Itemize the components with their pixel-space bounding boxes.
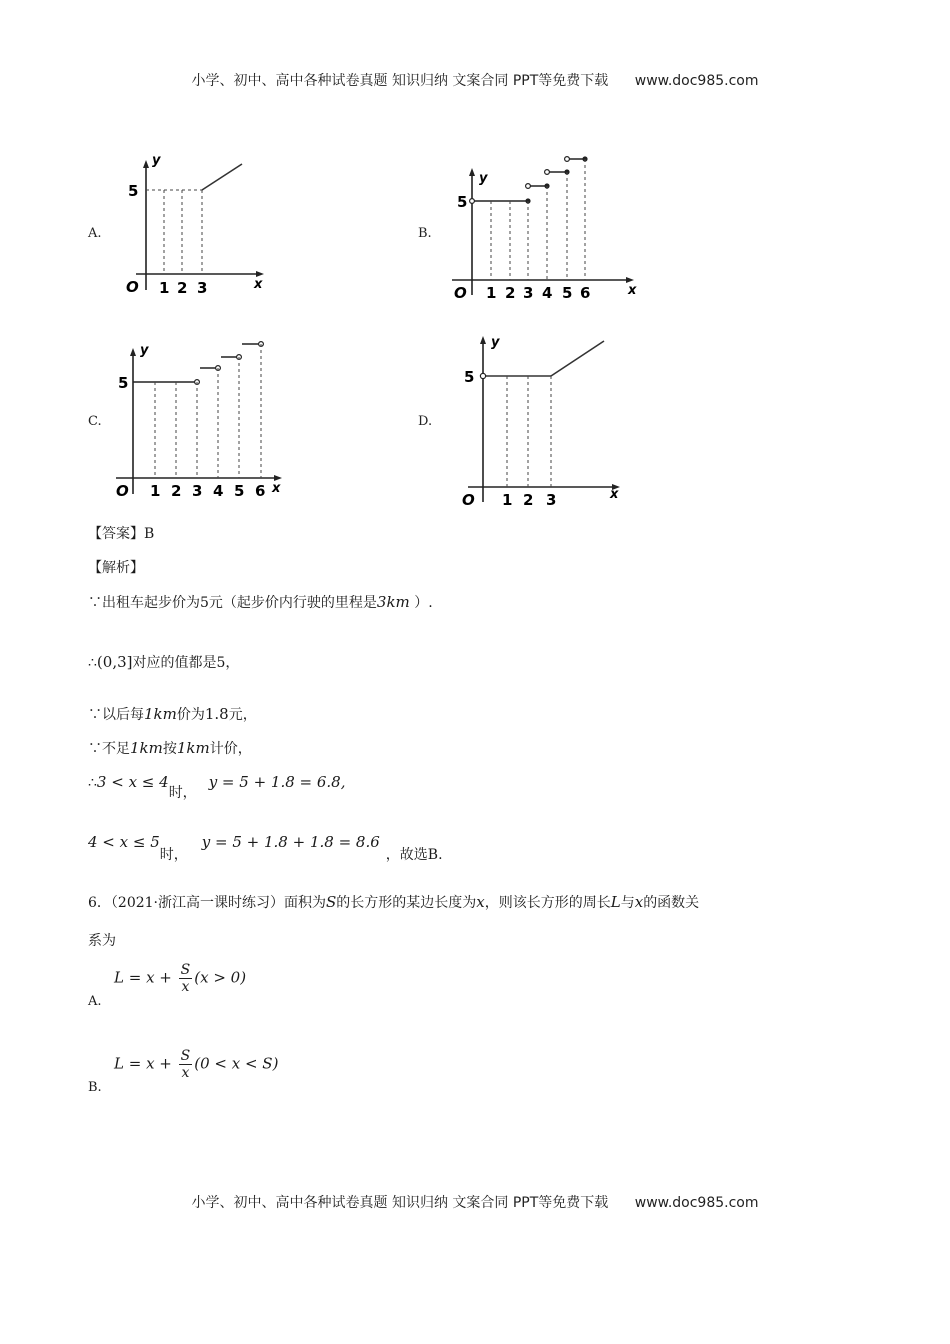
graph-c-x-label: x xyxy=(272,481,281,496)
q6-option-a-numerator: S xyxy=(180,962,191,978)
analysis-line-2-text-b: 对应的值都是5， xyxy=(132,655,240,671)
option-a-label: A. xyxy=(88,226,102,241)
q6-math-x2: x xyxy=(634,893,644,911)
option-b-label: B. xyxy=(418,226,432,241)
analysis-line-3-math-2: 1.8 xyxy=(204,705,229,723)
graph-b-open-0 xyxy=(470,199,475,204)
analysis-line-4 xyxy=(88,738,252,758)
q6-option-b-label: B. xyxy=(88,1080,102,1095)
graph-b-origin: O xyxy=(454,284,467,302)
graph-d-x-tick-1: 1 xyxy=(502,491,513,509)
graph-b-y-tick-5: 5 xyxy=(457,193,468,211)
page-header xyxy=(0,70,950,90)
analysis-line-4-text-a: ∵不足 xyxy=(88,741,130,757)
analysis-line-2-text-a: ∴ xyxy=(88,655,97,671)
graph-c-x-tick-6: 6 xyxy=(255,482,266,500)
analysis-line-1-math: 3km xyxy=(376,593,410,611)
analysis-line-3-text-c: 元， xyxy=(228,707,257,723)
graph-b-y-label: y xyxy=(479,171,488,186)
graph-b-open-3 xyxy=(526,184,531,189)
graph-b-open-5 xyxy=(565,157,570,162)
q6-option-a-left: L = x + xyxy=(114,968,177,987)
graph-d-origin: O xyxy=(462,491,475,509)
graph-d-x-tick-2: 2 xyxy=(523,491,534,509)
analysis-line-3-text-b: 价为 xyxy=(176,707,205,723)
analysis-line-5 xyxy=(88,772,346,801)
analysis-label: 【解析】 xyxy=(88,560,144,576)
analysis-line-3 xyxy=(88,704,257,724)
graph-d-x-label: x xyxy=(610,487,619,502)
graph-a-rising-line xyxy=(202,164,242,190)
graph-a-x-tick-2: 2 xyxy=(177,279,188,297)
graph-c-y-label: y xyxy=(140,343,149,358)
graph-d-open-0 xyxy=(480,373,485,378)
q6-option-b-left: L = x + xyxy=(114,1054,177,1073)
analysis-line-1 xyxy=(88,592,433,612)
footer-text: 小学、初中、高中各种试卷真题 知识归纳 文案合同 PPT等免费下载 xyxy=(191,1195,609,1211)
graph-b-y-arrow xyxy=(469,168,475,176)
graph-b-x-tick-3: 3 xyxy=(523,284,534,302)
graph-c-x-tick-1: 1 xyxy=(150,482,161,500)
graph-b-x-tick-4: 4 xyxy=(542,284,553,302)
analysis-line-6-text-c: ，故选B. xyxy=(385,847,443,863)
graph-d-y-tick-5: 5 xyxy=(464,368,475,386)
analysis-line-6-math-1: 4 < x ≤ 5 xyxy=(88,833,160,851)
graph-c-x-tick-3: 3 xyxy=(192,482,203,500)
graph-a-origin: O xyxy=(126,278,139,296)
question-6-line-1 xyxy=(88,892,699,912)
analysis-line-1-text-a: ∵出租车起步价为5元（起步价内行驶的里程是 xyxy=(88,595,377,611)
graph-b-open-4 xyxy=(545,170,550,175)
graph-a xyxy=(118,150,278,310)
analysis-line-6 xyxy=(88,832,443,863)
q6-option-b-formula xyxy=(114,1048,278,1081)
graph-c-y-tick-5: 5 xyxy=(118,374,129,392)
question-6-line-2: 系为 xyxy=(88,933,116,949)
analysis-line-6-text-b: 时， xyxy=(159,847,188,863)
graph-a-x-label: x xyxy=(254,277,263,292)
analysis-line-4-text-b: 按 xyxy=(162,741,177,757)
q6-text-c: ，则该长方形的周长 xyxy=(484,895,611,911)
q6-option-a-fraction xyxy=(179,962,193,995)
analysis-line-1-text-b: ）. xyxy=(409,595,433,611)
graph-a-y-tick-5: 5 xyxy=(128,182,139,200)
page-footer xyxy=(0,1192,950,1212)
analysis-line-2 xyxy=(88,652,239,672)
analysis-line-3-text-a: ∵以后每 xyxy=(88,707,144,723)
graph-c-x-tick-4: 4 xyxy=(213,482,224,500)
graph-a-x-tick-3: 3 xyxy=(197,279,208,297)
graph-d-rising-line xyxy=(551,341,604,376)
q6-text-a: 6．（2021·浙江高一课时练习）面积为 xyxy=(88,895,326,911)
graph-d-x-tick-3: 3 xyxy=(546,491,557,509)
q6-option-b-denominator: x xyxy=(181,1065,190,1081)
graph-d-y-arrow xyxy=(480,336,486,344)
analysis-line-4-math-2: 1km xyxy=(176,739,210,757)
footer-site: www.doc985.com xyxy=(634,1195,759,1211)
graph-b-x-label: x xyxy=(628,283,637,298)
analysis-line-5-math-2: y = 5 + 1.8 = 6.8, xyxy=(208,773,346,791)
analysis-line-4-math-1: 1km xyxy=(130,739,163,757)
graph-a-x-tick-1: 1 xyxy=(159,279,170,297)
q6-math-s: S xyxy=(326,893,337,911)
q6-text-b: 的长方形的某边长度为 xyxy=(336,895,477,911)
q6-option-b-numerator: S xyxy=(180,1048,191,1064)
graph-c-y-arrow xyxy=(130,348,136,356)
analysis-line-3-math-1: 1km xyxy=(144,705,177,723)
graph-a-y-arrow xyxy=(143,160,149,168)
answer-label: 【答案】B xyxy=(88,526,155,542)
q6-option-b-fraction xyxy=(179,1048,193,1081)
graph-c xyxy=(112,338,302,508)
graph-a-y-label: y xyxy=(152,153,161,168)
graph-b-x-tick-5: 5 xyxy=(562,284,573,302)
analysis-line-5-math-1: 3 < x ≤ 4 xyxy=(96,773,169,791)
q6-math-x: x xyxy=(476,893,485,911)
graph-b xyxy=(448,150,648,310)
graph-c-x-tick-5: 5 xyxy=(234,482,245,500)
graph-c-x-tick-2: 2 xyxy=(171,482,182,500)
q6-text-e: 的函数关 xyxy=(643,895,700,911)
analysis-line-4-text-c: 计价， xyxy=(209,741,252,757)
graph-d xyxy=(456,330,636,510)
q6-option-b-right: (0 < x < S) xyxy=(194,1054,279,1073)
analysis-line-6-math-2: y = 5 + 1.8 + 1.8 = 8.6 xyxy=(201,833,380,851)
header-text: 小学、初中、高中各种试卷真题 知识归纳 文案合同 PPT等免费下载 xyxy=(191,73,609,89)
analysis-line-5-text-b: 时， xyxy=(168,785,197,801)
q6-math-l: L xyxy=(610,893,621,911)
header-site: www.doc985.com xyxy=(634,73,759,89)
q6-option-a-denominator: x xyxy=(181,979,190,995)
graph-b-x-tick-2: 2 xyxy=(505,284,516,302)
q6-text-d: 与 xyxy=(620,895,635,911)
q6-option-a-label: A. xyxy=(88,994,102,1009)
graph-b-x-tick-1: 1 xyxy=(486,284,497,302)
graph-b-x-tick-6: 6 xyxy=(580,284,591,302)
option-c-label: C. xyxy=(88,414,102,429)
graph-d-y-label: y xyxy=(491,335,500,350)
analysis-line-5-text-a: ∴ xyxy=(88,775,97,791)
q6-option-a-formula xyxy=(114,962,246,995)
graph-c-origin: O xyxy=(116,482,129,500)
option-d-label: D. xyxy=(418,414,433,429)
analysis-line-2-math: (0,3] xyxy=(96,653,133,671)
q6-option-a-right: (x > 0) xyxy=(194,968,247,987)
